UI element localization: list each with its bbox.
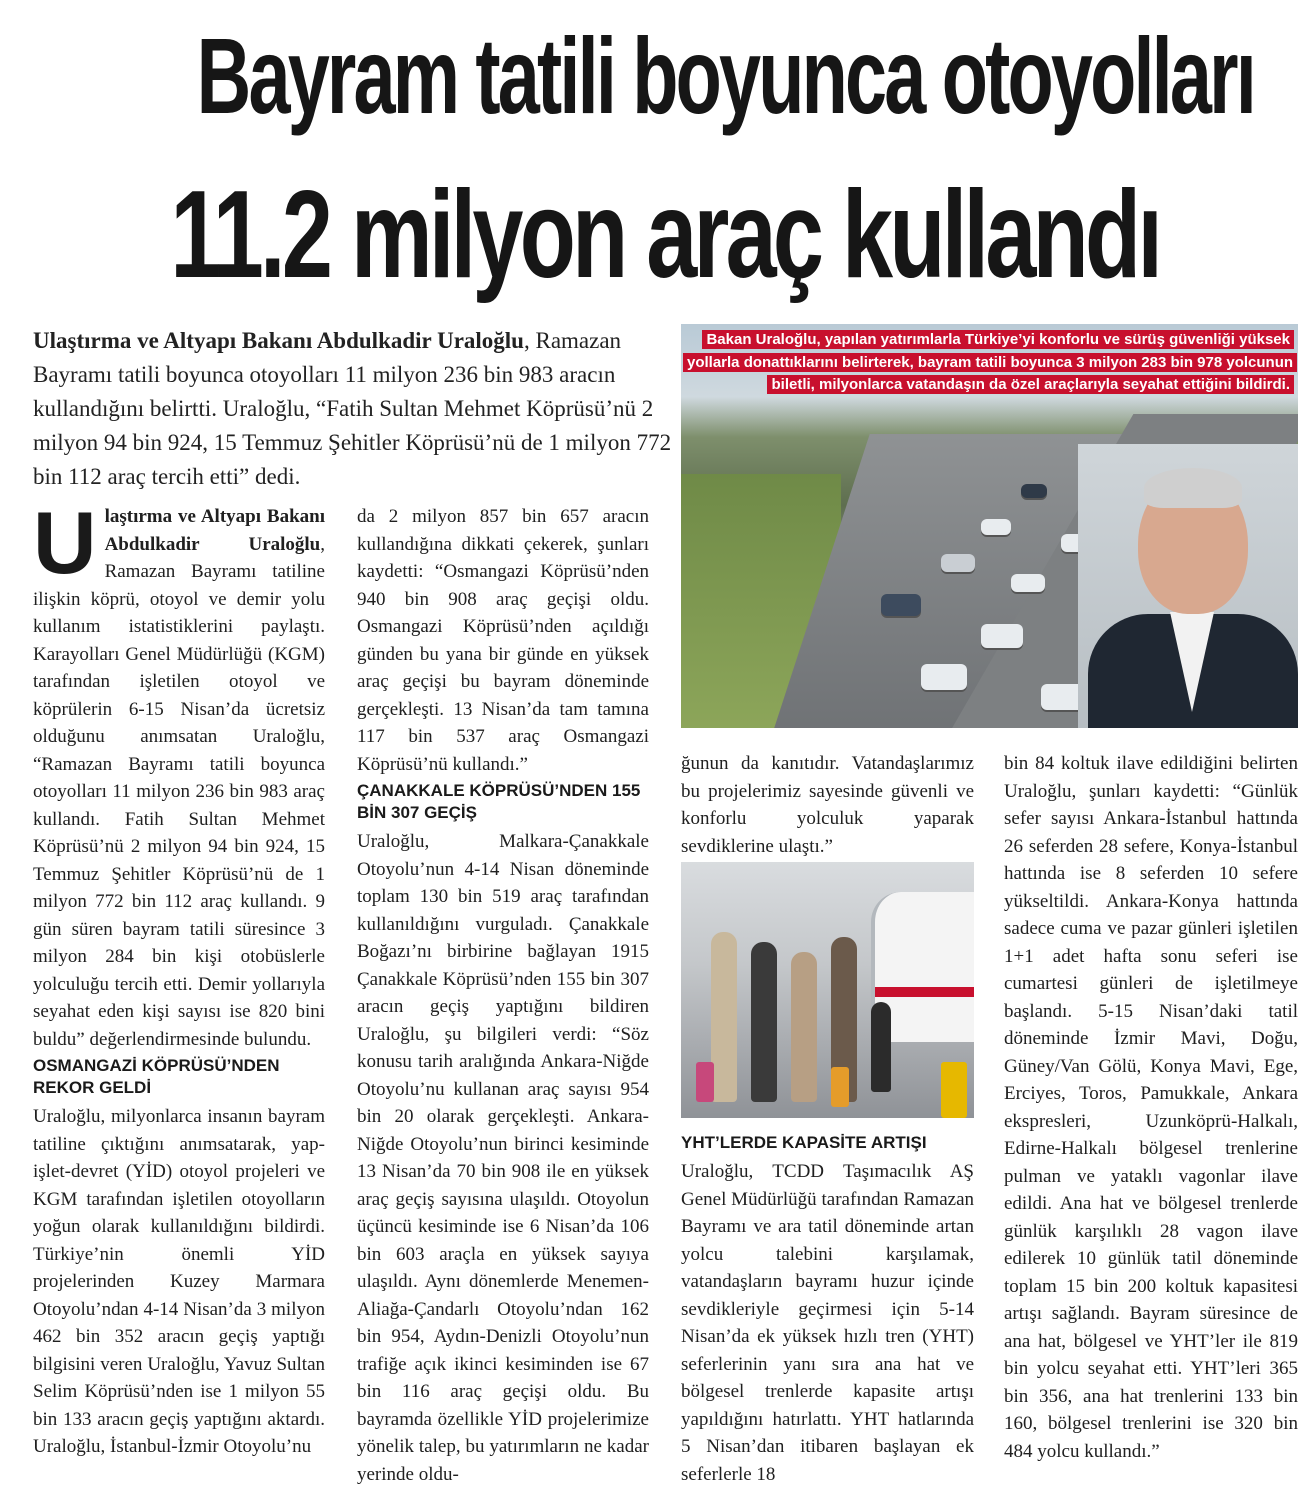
car — [981, 519, 1011, 535]
column-1-intro — [33, 493, 325, 1053]
suitcase — [941, 1062, 967, 1118]
column-3-bottom — [681, 1130, 974, 1488]
car — [981, 624, 1023, 648]
headline-line-1: Bayram tatili boyunca otoyolları — [196, 15, 1254, 136]
column-4-para-1: bin 84 koltuk ilave edildiğini belirten Uraloğlu, şunları kaydetti: “Günlük sefer sayısı Ankara-İstanbul hattında 26 seferden 28 sefere, Konya-İstanbul hattında ise 8 seferden 10 sefere yükseltildi. Ankara-Konya hattında sadece cuma ve pazar günleri işletilen 1+1 adet hafta sonu seferi ise cumartesi günleri de işletilmeye başlandı. 5-15 Nisan’daki tatil döneminde İzmir Mavi, Doğu, Güney/Van Gölü, Konya Mavi, Ege, Erciyes, Toros, Pamukkale, Ankara ekspresleri, Uzunköprü-Halkalı, Edirne-Halkalı bölgesel trenlerine pulman ve yataklı vagonlar ilave edildi. Ana hat ve bölgesel trenlerde günlük karşılıklı 28 vagon ilave edilerek 10 günlük tatil döneminde toplam 15 bin 200 koltuk kapasitesi artışı sağlandı. Bayram süresince de ana hat, bölgesel ve YHT’ler ile 819 bin yolcu seyahat etti. YHT’leri 365 bin 356, ana hat trenlerini 133 bin 160, bölgesel trenlerini ise 320 bin 484 yolcu kullandı.” — [1004, 753, 1298, 1462]
column-2-para-1: da 2 milyon 857 bin 657 aracın kullandığına dikkati çekerek, şunları kaydetti: “Osmangazi Köprüsü’nden 940 bin 908 araç geçişi oldu. Osmangazi Köprüsü’nden açıldığı günden bu yana bir günde en yüksek araç geçişi bu bayram döneminde gerçekleşti. 13 Nisan’da tam tamına 117 bin 537 araç Osmangazi Köprüsü’nü kullandı.” — [357, 506, 649, 775]
subhead-yht: YHT’LERDE KAPASİTE ARTIŞI — [681, 1133, 927, 1152]
dropcap: U — [33, 493, 97, 592]
headline-line-2: 11.2 milyon araç kullandı — [170, 166, 1160, 304]
lead-text: , Ramazan Bayramı tatili boyunca otoyolları 11 milyon 236 bin 983 aracın kullandığını belirtti. Uraloğlu, “Fatih Sultan Mehmet Köprüsü’nü 2 milyon 94 bin 924, 15 Temmuz Şehitler Köprüsü’nü de 1 milyon 772 bin 112 araç tercih etti” dedi. — [33, 328, 672, 489]
minister-portrait — [1078, 444, 1298, 728]
portrait-hair — [1144, 468, 1242, 508]
photo-caption-text: Bakan Uraloğlu, yapılan yatırımlarla Türkiye’yi konforlu ve sürüş güvenliği yüksek yollarla donattıklarını belirterek, bayram tatili boyunca 3 milyon 283 bin 978 yolcunun biletli, milyonlarca vatandaşın da özel araçlarıyla seyahat ettiğini bildirdi. — [683, 330, 1297, 394]
column-1 — [33, 493, 325, 1461]
column-3-para-2: Uraloğlu, TCDD Taşımacılık AŞ Genel Müdürlüğü tarafından Ramazan Bayramı ve ara tatil döneminde artan yolcu talebini karşılamak, vatandaşların bayramı huzur içinde sevdikleriyle geçirmesi için 5-14 Nisan’da ek yüksek hızlı tren (YHT) seferlerinin yanı sıra ana hat ve bölgesel trenlerde kapasite artışı yapıldığını hatırlattı. YHT hatlarında 5 Nisan’dan itibaren başlayan ek seferlerle 18 — [681, 1161, 974, 1485]
column-4 — [1004, 750, 1298, 1465]
train-stripe — [875, 987, 974, 997]
traveler — [791, 952, 817, 1102]
intro-text: , Ramazan Bayramı tatiline ilişkin köprü, otoyol ve demir yolu kullanım istatistiklerini paylaştı. Karayolları Genel Müdürlüğü (KGM) tarafından işletilen otoyol ve köprülerin 6-15 Nisan’da ücretsiz olduğunu anımsatan Uraloğlu, “Ramazan Bayramı tatili boyunca otoyolları 11 milyon 236 bin 983 araç kullandı. Fatih Sultan Mehmet Köprüsü’nü 2 milyon 94 bin 924, 15 Temmuz Şehitler Köprüsü’nü de 1 milyon 772 bin 112 araç kullandı. 9 gün süren bayram tatili süresince 3 milyon 284 bin kişi otobüslerle yolculuğu tercih etti. Demir yollarıyla seyahat eden kişi sayısı ise 820 bini buldu” değerlendirmesinde bulundu. — [33, 533, 325, 1050]
suitcase — [696, 1062, 714, 1102]
column-3-para-1: ğunun da kanıtıdır. Vatandaşlarımız bu projelerimiz sayesinde güvenli ve konforlu yolculuk yaparak sevdiklerine ulaştı.” — [681, 753, 974, 857]
traveler — [751, 942, 777, 1102]
traveler-child — [871, 1002, 891, 1092]
car — [881, 594, 921, 616]
lead-bold: Ulaştırma ve Altyapı Bakanı Abdulkadir Uraloğlu — [33, 328, 524, 353]
column-3-top — [681, 750, 974, 860]
suitcase — [831, 1067, 849, 1107]
train-station-photo — [681, 862, 974, 1118]
column-2 — [357, 503, 649, 1488]
subhead-canakkale: ÇANAKKALE KÖPRÜSÜ’NDEN 155 BİN 307 GEÇİŞ — [357, 781, 641, 822]
intro-bold: laştırma ve Altyapı Bakanı Abdulkadir Uraloğlu — [104, 506, 325, 555]
traveler — [711, 932, 737, 1102]
car — [921, 664, 967, 690]
subhead-osmangazi: OSMANGAZİ KÖPRÜSÜ’NDEN REKOR GELDİ — [33, 1056, 280, 1097]
car — [941, 554, 975, 572]
car — [1011, 574, 1045, 592]
column-1-para-2: Uraloğlu, milyonlarca insanın bayram tatiline çıktığını anımsatarak, yap-işlet-devret (YİD) otoyol projeleri ve KGM tarafından işletilen otoyolların yoğun olarak kullanıldığını bildirdi. Türkiye’nin önemli YİD projelerinden Kuzey Marmara Otoyolu’ndan 4-14 Nisan’da 3 milyon 462 bin 352 aracın geçiş yaptığı bilgisini veren Uraloğlu, Yavuz Sultan Selim Köprüsü’nden ise 1 milyon 55 bin 133 aracın geçiş yaptığını aktardı. Uraloğlu, İstanbul-İzmir Otoyolu’nu — [33, 1106, 325, 1457]
car — [1021, 484, 1047, 498]
column-2-para-2: Uraloğlu, Malkara-Çanakkale Otoyolu’nun 4-14 Nisan döneminde toplam 130 bin 519 araç tarafından kullanıldığını vurguladı. Çanakkale Boğazı’nı birbirine bağlayan 1915 Çanakkale Köprüsü’nden 155 bin 307 aracın geçiş yaptığını bildiren Uraloğlu, şu bilgileri verdi: “Söz konusu tarih aralığında Ankara-Niğde Otoyolu’nu kullanan araç sayısı 954 bin 20 olarak gerçekleşti. Ankara-Niğde Otoyolu’nun birinci kesiminde 13 Nisan’da 70 bin 908 ile en yüksek araç geçiş sayısına ulaşıldı. Otoyolun üçüncü kesiminde ise 6 Nisan’da 106 bin 603 araçla en yüksek sayıya ulaşıldı. Aynı dönemlerde Menemen-Aliağa-Çandarlı Otoyolu’ndan 162 bin 954, Aydın-Denizli Otoyolu’nun trafiğe açık ikinci kesiminden ise 67 bin 116 araç geçişi oldu. Bu bayramda özellikle YİD projelerimize yönelik talep, bu yatırımların ne kadar yerinde oldu- — [357, 831, 649, 1485]
lead-paragraph — [33, 324, 673, 494]
photo-caption — [683, 329, 1294, 397]
